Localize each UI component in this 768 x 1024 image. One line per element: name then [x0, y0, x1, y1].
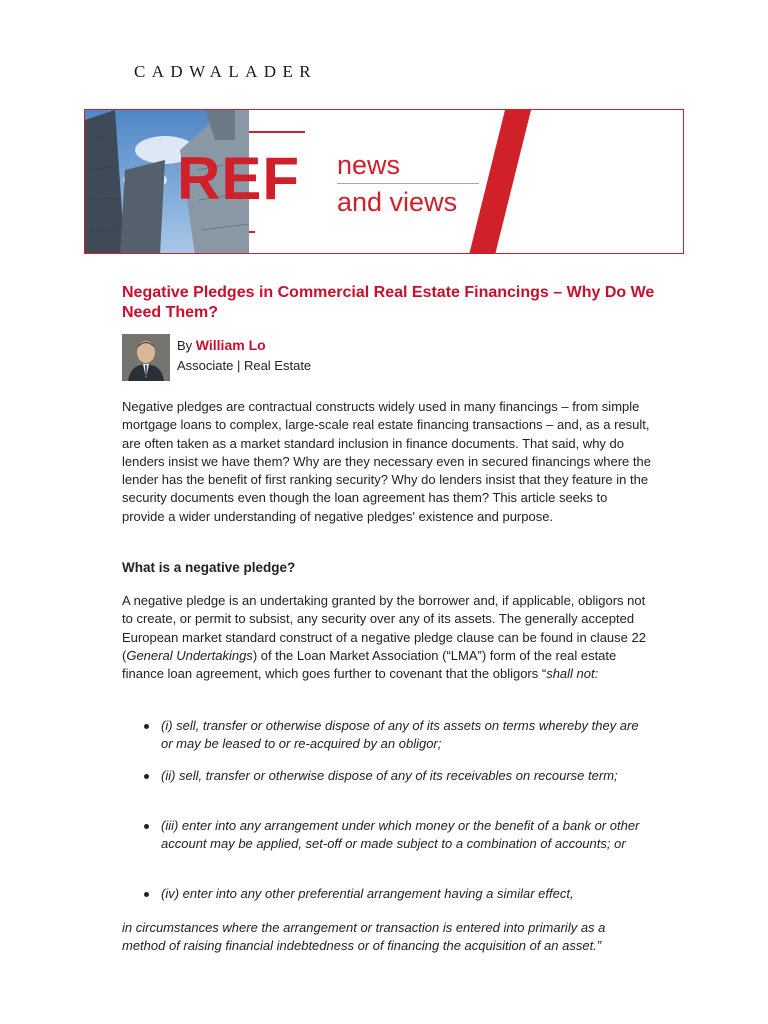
ref-wordmark: REF: [177, 145, 300, 212]
definition-text-2: ) of the Loan Market Association (“LMA”) form of the real estate finance loan agreement, which goes further to covenant that the obligors “: [122, 647, 617, 682]
author-byline: [177, 337, 266, 354]
banner-divider: [337, 183, 479, 184]
list-item: [142, 885, 652, 903]
list-item: [142, 767, 652, 785]
banner-views-text: and views: [337, 187, 458, 217]
banner-news-text: news: [337, 150, 401, 180]
bullet-dot: [144, 824, 149, 829]
bullet-dot: [144, 892, 149, 897]
list-item: [142, 817, 652, 854]
definition-italic: General Undertakings: [126, 647, 253, 663]
article-title: Negative Pledges in Commercial Real Estate Financings – Why Do We Need Them?: [122, 284, 655, 321]
definition-shall-not: shall not:: [546, 666, 599, 682]
list-item-text: (iv) enter into any other preferential arrangement having a similar effect,: [161, 886, 574, 901]
author-role: Associate | Real Estate: [177, 358, 312, 373]
bullet-dot: [144, 724, 149, 729]
list-item-text: (iii) enter into any arrangement under which money or the benefit of a bank or other account may be applied, set-off or made subject to a combination of accounts; or: [161, 818, 640, 852]
closing-paragraph: in circumstances where the arrangement or transaction is entered into primarily as a method of raising financial indebtedness or of financing the acquisition of an asset.”: [122, 920, 606, 954]
banner-red-diagonal: [469, 110, 531, 254]
ref-banner: [84, 109, 684, 254]
section-heading: What is a negative pledge?: [122, 560, 296, 575]
intro-paragraph: Negative pledges are contractual constructs widely used in many financings – from simple mortgage loans to complex, large-scale real estate financing transactions – and, as a result, are often taken as a market standard inclusion in finance documents. That said, why do lenders insist we have them? Why are they necessary even in secured financings where the lender has the benefit of first ranking security? Why do lenders insist that they feature in the security documents even though the loan agreement has them? This article seeks to provide a wider understanding of negative pledges' existence and purpose.: [122, 399, 651, 524]
bullet-dot: [144, 774, 149, 779]
definition-paragraph: [122, 592, 652, 683]
list-item-text: (ii) sell, transfer or otherwise dispose of any of its receivables on recourse term;: [161, 768, 618, 783]
firm-logo: CADWALADER: [134, 62, 317, 81]
definition-text-1: A negative pledge is an undertaking granted by the borrower and, if applicable, obligors not to create, or permit to subsist, any security over any of its assets. The generally accepted European market standard construct of a negative pledge clause can be found in clause 22 (: [122, 593, 646, 663]
list-item-text: (i) sell, transfer or otherwise dispose of any of its assets on terms whereby they are or may be leased to or re-acquired by an obligor;: [161, 718, 639, 752]
list-item: [142, 717, 652, 754]
author-name-link[interactable]: William Lo: [195, 337, 266, 353]
author-avatar: [122, 334, 170, 381]
by-label: By: [177, 338, 193, 353]
